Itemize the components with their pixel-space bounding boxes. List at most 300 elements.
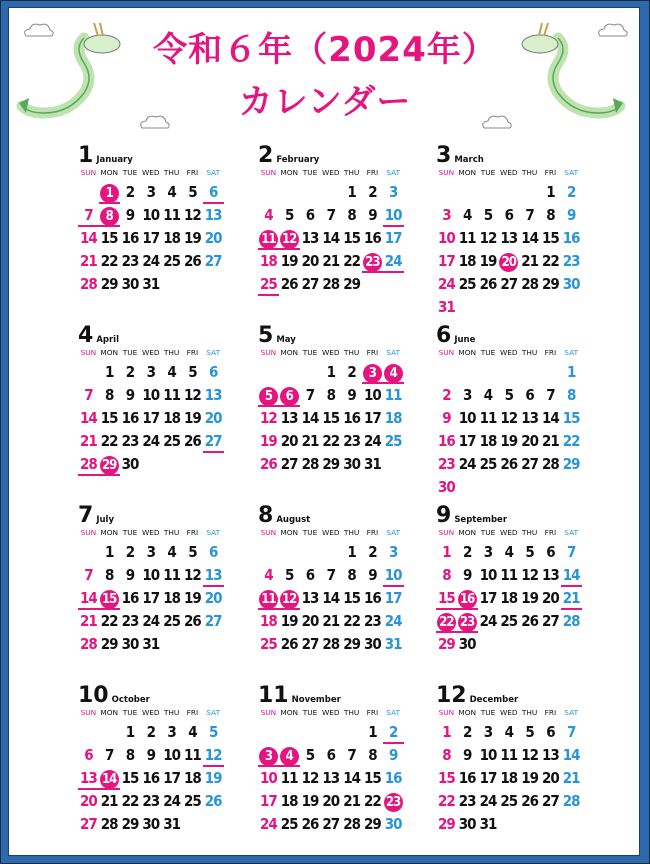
- day-cell: [300, 407, 321, 430]
- day-cell: [258, 610, 279, 633]
- day-number: 26: [183, 252, 201, 270]
- day-number: 4: [167, 183, 176, 201]
- weekday-label: MON: [100, 168, 119, 177]
- day-number: 27: [301, 275, 319, 293]
- week-row: [258, 204, 404, 227]
- month-name: May: [276, 335, 296, 345]
- day-cell: [436, 273, 457, 296]
- day-number: 15: [541, 229, 559, 247]
- day-number: 24: [384, 612, 402, 630]
- day-cell: [383, 633, 404, 656]
- day-cell: [362, 813, 383, 836]
- day-number: 1: [368, 723, 377, 741]
- day-number: 24: [142, 432, 160, 450]
- day-cell: [540, 610, 561, 633]
- day-cell: [161, 204, 182, 227]
- day-number: 1: [105, 363, 114, 381]
- empty-cell: [498, 181, 519, 204]
- month-may: [258, 323, 408, 493]
- day-cell: [383, 541, 404, 564]
- day-number: 16: [121, 229, 139, 247]
- day-number: 16: [458, 769, 476, 787]
- day-cell: [320, 453, 341, 476]
- day-number: 27: [521, 455, 538, 473]
- day-number: 3: [483, 543, 493, 561]
- day-number: 1: [347, 183, 356, 201]
- day-number: 15: [562, 409, 580, 427]
- day-number: 19: [301, 792, 319, 810]
- day-cell: [279, 384, 300, 407]
- day-cell: [341, 813, 362, 836]
- day-cell: [383, 813, 404, 836]
- day-cell: [182, 767, 203, 790]
- day-cell: [561, 790, 582, 813]
- empty-cell: [203, 453, 224, 476]
- day-cell: [140, 744, 161, 767]
- day-number: 7: [305, 386, 315, 404]
- day-cell: [99, 227, 120, 250]
- day-number: 11: [163, 386, 180, 404]
- day-number: 12: [204, 746, 222, 764]
- day-cell: [78, 790, 99, 813]
- day-cell: [341, 767, 362, 790]
- day-cell: [320, 587, 341, 610]
- day-number: 5: [525, 543, 534, 561]
- day-cell: [519, 430, 540, 453]
- weekday-label: TUE: [302, 708, 318, 717]
- day-number: 12: [301, 769, 319, 787]
- calendar-subtitle: カレンダー: [238, 82, 412, 122]
- weekday-label: TUE: [480, 348, 496, 357]
- week-row: [78, 541, 224, 564]
- day-cell: [436, 227, 457, 250]
- day-cell: [436, 564, 457, 587]
- weekday-label: FRI: [186, 528, 199, 537]
- day-cell: [120, 564, 141, 587]
- day-number: 2: [463, 543, 472, 561]
- day-cell: [362, 361, 383, 384]
- day-number: 18: [163, 229, 180, 247]
- empty-cell: [478, 181, 499, 204]
- day-cell: [540, 541, 561, 564]
- day-cell: [161, 384, 182, 407]
- day-number: 22: [100, 432, 118, 450]
- day-number: 20: [541, 589, 559, 607]
- day-cell: [457, 610, 478, 633]
- day-cell: [478, 250, 499, 273]
- day-cell: [362, 633, 383, 656]
- day-number: 27: [204, 432, 222, 450]
- month-header: [78, 323, 119, 349]
- day-number: 21: [322, 612, 340, 630]
- day-cell: [78, 610, 99, 633]
- day-cell: [457, 790, 478, 813]
- day-number: 6: [546, 723, 555, 741]
- weekday-header: [436, 168, 582, 177]
- day-cell: [362, 790, 383, 813]
- weekday-label: SUN: [438, 528, 455, 537]
- day-number: 13: [541, 746, 559, 764]
- day-cell: [78, 767, 99, 790]
- day-cell: [300, 633, 321, 656]
- empty-cell: [498, 633, 519, 656]
- day-number: 10: [363, 386, 381, 404]
- day-number: 9: [347, 386, 356, 404]
- day-cell: [383, 587, 404, 610]
- month-august: [258, 503, 408, 673]
- day-cell: [140, 633, 161, 656]
- day-cell: [320, 430, 341, 453]
- week-row: [436, 813, 582, 836]
- day-number: 18: [163, 589, 180, 607]
- day-cell: [99, 564, 120, 587]
- week-row: [436, 767, 582, 790]
- day-number: 3: [388, 543, 398, 561]
- month-name: October: [111, 695, 150, 705]
- day-cell: [436, 790, 457, 813]
- empty-cell: [320, 721, 341, 744]
- month-november: [258, 683, 408, 853]
- day-cell: [258, 407, 279, 430]
- weekday-label: MON: [280, 708, 299, 717]
- day-cell: [457, 384, 478, 407]
- week-row: [436, 273, 582, 296]
- day-number: 30: [458, 815, 476, 833]
- week-row: [258, 430, 404, 453]
- day-cell: [383, 790, 404, 813]
- day-cell: [182, 610, 203, 633]
- day-number: 29: [100, 275, 118, 293]
- day-number: 31: [479, 815, 497, 833]
- day-cell: [203, 204, 224, 227]
- day-number: 25: [183, 792, 201, 810]
- empty-cell: [182, 273, 203, 296]
- day-cell: [78, 564, 99, 587]
- month-october: [78, 683, 228, 853]
- day-cell: [457, 227, 478, 250]
- day-cell: [362, 227, 383, 250]
- weekday-label: SAT: [564, 528, 579, 537]
- day-cell: [498, 587, 519, 610]
- day-cell: [320, 813, 341, 836]
- weekday-header: [78, 168, 224, 177]
- day-number: 1: [326, 363, 335, 381]
- weekday-label: THU: [343, 708, 360, 717]
- day-cell: [478, 744, 499, 767]
- day-cell: [182, 430, 203, 453]
- day-number: 25: [163, 612, 180, 630]
- empty-cell: [498, 476, 519, 499]
- day-number: 15: [100, 409, 118, 427]
- day-number: 4: [463, 206, 472, 224]
- empty-cell: [258, 361, 279, 384]
- weekday-label: FRI: [366, 708, 379, 717]
- weekday-label: SUN: [260, 348, 277, 357]
- day-number: 28: [100, 815, 118, 833]
- month-header: [258, 143, 319, 169]
- day-cell: [203, 430, 224, 453]
- weekday-label: WED: [141, 708, 160, 717]
- day-cell: [140, 273, 161, 296]
- day-number: 17: [260, 792, 277, 810]
- day-cell: [362, 744, 383, 767]
- day-cell: [457, 430, 478, 453]
- day-number: 24: [260, 815, 277, 833]
- day-cell: [203, 361, 224, 384]
- day-cell: [341, 384, 362, 407]
- day-number: 2: [463, 723, 472, 741]
- day-cell: [120, 227, 141, 250]
- day-cell: [161, 813, 182, 836]
- day-number: 7: [546, 386, 555, 404]
- day-cell: [300, 250, 321, 273]
- weekday-label: SAT: [206, 708, 221, 717]
- day-cell: [457, 250, 478, 273]
- week-row: [258, 767, 404, 790]
- weekday-label: SUN: [80, 348, 97, 357]
- month-number: 11: [258, 683, 289, 708]
- day-cell: [341, 564, 362, 587]
- day-cell: [362, 407, 383, 430]
- day-number: 15: [343, 229, 360, 247]
- weekday-header: [258, 708, 404, 717]
- day-number: 12: [183, 386, 201, 404]
- week-row: [436, 610, 582, 633]
- day-cell: [182, 361, 203, 384]
- day-cell: [519, 250, 540, 273]
- day-cell: [258, 564, 279, 587]
- day-number: 18: [260, 612, 277, 630]
- day-cell: [279, 767, 300, 790]
- day-number: 27: [280, 455, 298, 473]
- day-number: 12: [500, 409, 518, 427]
- day-cell: [161, 430, 182, 453]
- day-number: 30: [562, 275, 580, 293]
- day-cell: [120, 204, 141, 227]
- day-number: 27: [500, 275, 518, 293]
- week-row: [78, 361, 224, 384]
- week-row: [436, 430, 582, 453]
- day-cell: [478, 721, 499, 744]
- day-number: 19: [521, 769, 538, 787]
- day-number: 29: [438, 815, 455, 833]
- day-number: 21: [80, 252, 97, 270]
- day-cell: [383, 361, 404, 384]
- month-name: April: [96, 335, 119, 345]
- empty-cell: [519, 476, 540, 499]
- weekday-label: TUE: [480, 708, 496, 717]
- weekday-label: MON: [458, 708, 477, 717]
- weekday-label: SUN: [80, 708, 97, 717]
- day-cell: [498, 744, 519, 767]
- day-cell: [362, 384, 383, 407]
- day-number: 4: [167, 543, 176, 561]
- day-cell: [140, 181, 161, 204]
- day-cell: [320, 407, 341, 430]
- day-cell: [182, 407, 203, 430]
- empty-cell: [300, 541, 321, 564]
- weekday-label: MON: [280, 528, 299, 537]
- day-cell: [99, 610, 120, 633]
- empty-cell: [203, 813, 224, 836]
- week-row: [436, 476, 582, 499]
- day-cell: [561, 721, 582, 744]
- weekday-label: SUN: [80, 168, 97, 177]
- week-row: [258, 633, 404, 656]
- day-cell: [182, 744, 203, 767]
- month-header: [78, 503, 114, 529]
- day-number: 4: [504, 543, 513, 561]
- empty-cell: [436, 361, 457, 384]
- day-number: 26: [521, 612, 538, 630]
- empty-cell: [519, 813, 540, 836]
- day-cell: [140, 361, 161, 384]
- day-cell: [120, 181, 141, 204]
- week-row: [258, 610, 404, 633]
- day-number: 1: [546, 183, 555, 201]
- day-cell: [341, 453, 362, 476]
- empty-cell: [320, 541, 341, 564]
- day-cell: [99, 541, 120, 564]
- day-cell: [140, 813, 161, 836]
- day-cell: [258, 790, 279, 813]
- day-number: 26: [204, 792, 222, 810]
- month-number: 6: [436, 323, 452, 348]
- day-cell: [341, 250, 362, 273]
- day-number: 21: [322, 252, 340, 270]
- empty-cell: [561, 633, 582, 656]
- day-cell: [258, 744, 279, 767]
- day-number: 14: [541, 409, 559, 427]
- day-cell: [320, 361, 341, 384]
- weekday-label: MON: [100, 348, 119, 357]
- weekday-label: SUN: [260, 528, 277, 537]
- weekday-label: THU: [521, 168, 538, 177]
- day-cell: [457, 587, 478, 610]
- day-number: 14: [562, 566, 580, 584]
- day-number: 17: [458, 432, 476, 450]
- day-number: 5: [259, 387, 278, 406]
- day-number: 30: [121, 455, 139, 473]
- day-number: 8: [347, 206, 356, 224]
- weekday-label: SUN: [260, 708, 277, 717]
- day-cell: [498, 721, 519, 744]
- day-cell: [383, 767, 404, 790]
- day-cell: [561, 541, 582, 564]
- day-number: 24: [384, 252, 402, 270]
- day-cell: [478, 610, 499, 633]
- day-number: 8: [326, 386, 335, 404]
- day-grid: [436, 541, 582, 656]
- empty-cell: [300, 361, 321, 384]
- day-number: 9: [442, 409, 451, 427]
- day-number: 13: [204, 206, 222, 224]
- weekday-label: WED: [499, 528, 518, 537]
- day-number: 27: [301, 635, 319, 653]
- day-number: 26: [183, 432, 201, 450]
- week-row: [436, 361, 582, 384]
- day-cell: [140, 587, 161, 610]
- empty-cell: [383, 453, 404, 476]
- day-number: 4: [483, 386, 493, 404]
- day-number: 8: [105, 386, 114, 404]
- day-number: 20: [499, 253, 518, 272]
- day-cell: [161, 767, 182, 790]
- month-name: August: [276, 515, 311, 525]
- day-number: 14: [100, 770, 119, 789]
- day-number: 30: [121, 275, 139, 293]
- day-number: 28: [301, 455, 319, 473]
- week-row: [436, 790, 582, 813]
- day-cell: [498, 453, 519, 476]
- empty-cell: [258, 541, 279, 564]
- day-number: 9: [125, 386, 135, 404]
- day-number: 11: [259, 590, 278, 609]
- day-cell: [300, 744, 321, 767]
- day-cell: [519, 721, 540, 744]
- week-row: [78, 790, 224, 813]
- week-row: [436, 296, 582, 319]
- day-number: 7: [525, 206, 534, 224]
- day-number: 13: [301, 589, 319, 607]
- day-cell: [383, 564, 404, 587]
- day-number: 16: [562, 229, 580, 247]
- day-cell: [120, 633, 141, 656]
- day-number: 4: [167, 363, 176, 381]
- day-cell: [519, 227, 540, 250]
- day-number: 15: [100, 590, 119, 609]
- week-row: [258, 384, 404, 407]
- day-number: 3: [483, 723, 493, 741]
- day-cell: [498, 250, 519, 273]
- day-number: 16: [121, 589, 139, 607]
- day-number: 8: [125, 746, 135, 764]
- weekday-label: MON: [280, 348, 299, 357]
- weekday-label: TUE: [480, 528, 496, 537]
- day-cell: [519, 541, 540, 564]
- day-number: 18: [280, 792, 298, 810]
- day-number: 9: [463, 566, 472, 584]
- day-number: 30: [343, 455, 360, 473]
- day-number: 9: [368, 566, 377, 584]
- day-number: 19: [183, 229, 201, 247]
- weekday-label: THU: [521, 708, 538, 717]
- day-number: 20: [204, 409, 222, 427]
- day-cell: [182, 541, 203, 564]
- day-cell: [561, 453, 582, 476]
- day-cell: [161, 610, 182, 633]
- day-number: 27: [541, 612, 559, 630]
- day-number: 26: [301, 815, 319, 833]
- day-cell: [383, 744, 404, 767]
- day-number: 10: [384, 206, 402, 224]
- weekday-label: TUE: [480, 168, 496, 177]
- day-grid: [258, 361, 404, 476]
- empty-cell: [478, 296, 499, 319]
- week-row: [78, 227, 224, 250]
- day-number: 17: [142, 589, 160, 607]
- day-cell: [279, 744, 300, 767]
- weekday-label: TUE: [302, 348, 318, 357]
- day-cell: [120, 744, 141, 767]
- day-number: 14: [343, 769, 360, 787]
- day-number: 25: [280, 815, 298, 833]
- day-cell: [258, 633, 279, 656]
- weekday-label: SUN: [260, 168, 277, 177]
- day-cell: [120, 430, 141, 453]
- day-cell: [498, 564, 519, 587]
- empty-cell: [540, 476, 561, 499]
